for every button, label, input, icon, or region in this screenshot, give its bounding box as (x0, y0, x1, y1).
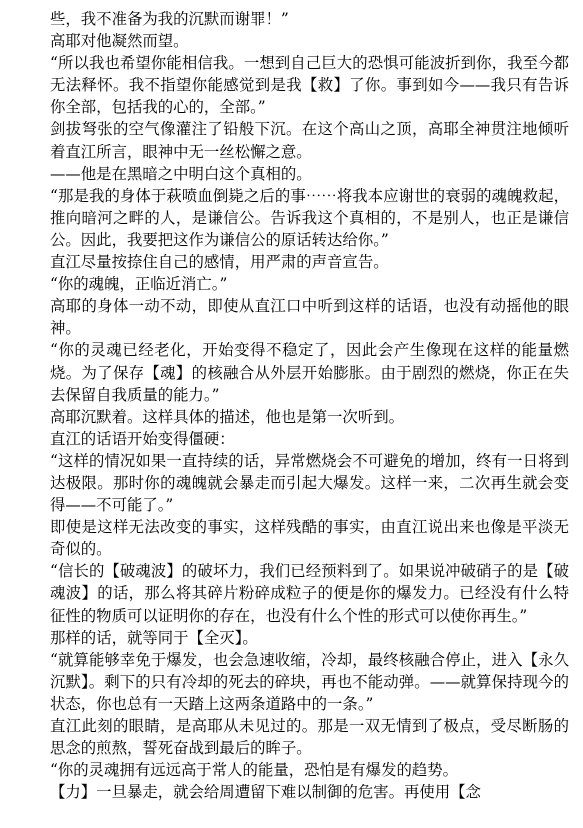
paragraph: “你的灵魂已经老化，开始变得不稳定了，因此会产生像现在这样的能量燃烧。为了保存【魂】的核融合从外层开始膨胀。由于剧烈的燃烧，你正在失去保留自我质量的能力。” (50, 341, 569, 404)
paragraph: “你的灵魂拥有远远高于常人的能量，恐怕是有爆发的趋势。 (50, 761, 459, 780)
paragraph: 高耶对他凝然而望。 (50, 32, 189, 51)
paragraph: “所以我也希望你能相信我。一想到自己巨大的恐惧可能波折到你，我至今都无法释怀。我不指望你能感觉到是我【救】了你。事到如今——我只有告诉你全部，包括我的心的，全部。” (50, 54, 569, 117)
paragraph: 即使是这样无法改变的事实，这样残酷的事实，由直江说出来也像是平淡无奇似的。 (50, 518, 569, 559)
paragraph: “信长的【破魂波】的破坏力，我们已经预料到了。如果说冲破硝子的是【破魂波】的话，那么将其碎片粉碎成粒子的便是你的爆发力。已经没有什么特征性的物质可以证明你的存在，也没有什么个性的形式可以使你再生。” (50, 562, 569, 625)
paragraph: 【力】一旦暴走，就会给周遭留下难以制御的危害。再使用【念 (50, 783, 481, 802)
paragraph: “这样的情况如果一直持续的话，异常燃烧会不可避免的增加，终有一日将到达极限。那时你的魂魄就会暴走而引起大爆发。这样一来，二次再生就会变得——不可能了。” (50, 451, 569, 515)
paragraph: “那是我的身体于萩喷血倒毙之后的事⋯⋯将我本应谢世的衰弱的魂魄救起，推向暗河之畔的人，是谦信公。告诉我这个真相的，不是别人，也正是谦信公。因此，我要把这作为谦信公的原话转达给你。” (50, 186, 569, 249)
paragraph: “就算能够幸免于爆发，也会急速收缩，冷却，最终核融合停止，进入【永久沉默】。剩下的只有冷却的死去的碎块，再也不能动弹。——就算保持现今的状态，你也总有一天踏上这两条道路中的一条。” (50, 650, 569, 713)
paragraph: 直江尽量按捺住自己的感情，用严肃的声音宣告。 (50, 253, 389, 272)
paragraph: 剑拔弩张的空气像灌注了铅般下沉。在这个高山之顶，高耶全神贯注地倾听着直江所言，眼神中无一丝松懈之意。 (50, 120, 569, 161)
paragraph: ——他是在黑暗之中明白这个真相的。 (50, 164, 312, 183)
paragraph: 高耶沉默着。这样具体的描述，他也是第一次听到。 (50, 407, 404, 426)
paragraph: 直江的话语开始变得僵硬： (50, 429, 235, 448)
paragraph: 直江此刻的眼睛，是高耶从未见过的。那是一双无情到了极点，受尽断肠的思念的煎熬，誓死奋战到最后的眸子。 (50, 717, 569, 758)
paragraph: 高耶的身体一动不动，即使从直江口中听到这样的话语，也没有动摇他的眼神。 (50, 297, 569, 338)
paragraph: 那样的话，就等同于【全灭】。 (50, 628, 258, 647)
paragraph: “你的魂魄，正临近消亡。” (50, 275, 228, 294)
paragraph: 些，我不准备为我的沉默而谢罪！” (50, 10, 289, 28)
